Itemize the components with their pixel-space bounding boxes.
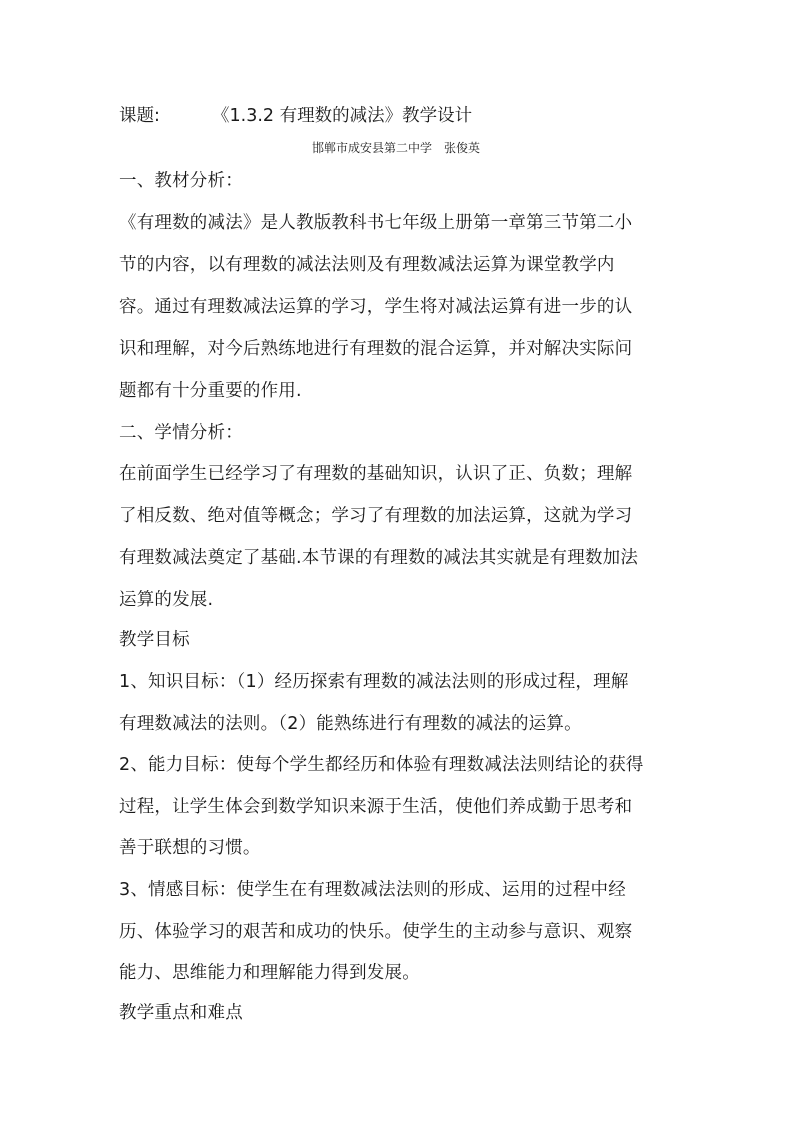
paragraph-line: 2、能力目标：使每个学生都经历和体验有理数减法法则结论的获得 bbox=[119, 755, 644, 775]
page-title: 《1.3.2 有理数的减法》教学设计 bbox=[212, 106, 473, 126]
section-heading: 教学重点和难点 bbox=[119, 1003, 243, 1023]
paragraph-line: 1、知识目标：（1）经历探索有理数的减法法则的形成过程，理解 bbox=[119, 672, 629, 692]
section-heading: 二、学情分析： bbox=[119, 423, 243, 443]
paragraph-line: 3、情感目标：使学生在有理数减法法则的形成、运用的过程中经 bbox=[119, 880, 626, 900]
paragraph-line: 有理数减法奠定了基础.本节课的有理数的减法其实就是有理数加法 bbox=[119, 548, 639, 568]
author-line bbox=[312, 140, 480, 156]
paragraph-line: 题都有十分重要的作用. bbox=[119, 381, 302, 401]
paragraph-line: 历、体验学习的艰苦和成功的快乐。使学生的主动参与意识、观察 bbox=[119, 922, 633, 942]
paragraph-line: 能力、思维能力和理解能力得到发展。 bbox=[119, 963, 420, 983]
author-school: 邯郸市成安县第二中学 bbox=[312, 141, 433, 155]
section-heading: 教学目标 bbox=[119, 630, 190, 650]
paragraph-line: 了相反数、绝对值等概念；学习了有理数的加法运算，这就为学习 bbox=[119, 506, 633, 526]
paragraph-line: 在前面学生已经学习了有理数的基础知识，认识了正、负数；理解 bbox=[119, 464, 633, 484]
paragraph-line: 《有理数的减法》是人教版教科书七年级上册第一章第三节第二小 bbox=[119, 213, 633, 233]
section-heading: 一、教材分析： bbox=[119, 171, 243, 191]
paragraph-line: 有理数减法的法则。（2）能熟练进行有理数的减法的运算。 bbox=[119, 714, 582, 734]
author-name: 张俊英 bbox=[444, 141, 481, 155]
paragraph-line: 容。通过有理数减法运算的学习，学生将对减法运算有进一步的认 bbox=[119, 297, 633, 317]
paragraph-line: 过程，让学生体会到数学知识来源于生活，使他们养成勤于思考和 bbox=[119, 797, 633, 817]
title-label: 课题: bbox=[119, 106, 160, 126]
paragraph-line: 识和理解，对今后熟练地进行有理数的混合运算，并对解决实际问 bbox=[119, 339, 633, 359]
paragraph-line: 善于联想的习惯。 bbox=[119, 838, 261, 858]
paragraph-line: 节的内容，以有理数的减法法则及有理数减法运算为课堂教学内 bbox=[119, 255, 615, 275]
paragraph-line: 运算的发展. bbox=[119, 590, 214, 610]
